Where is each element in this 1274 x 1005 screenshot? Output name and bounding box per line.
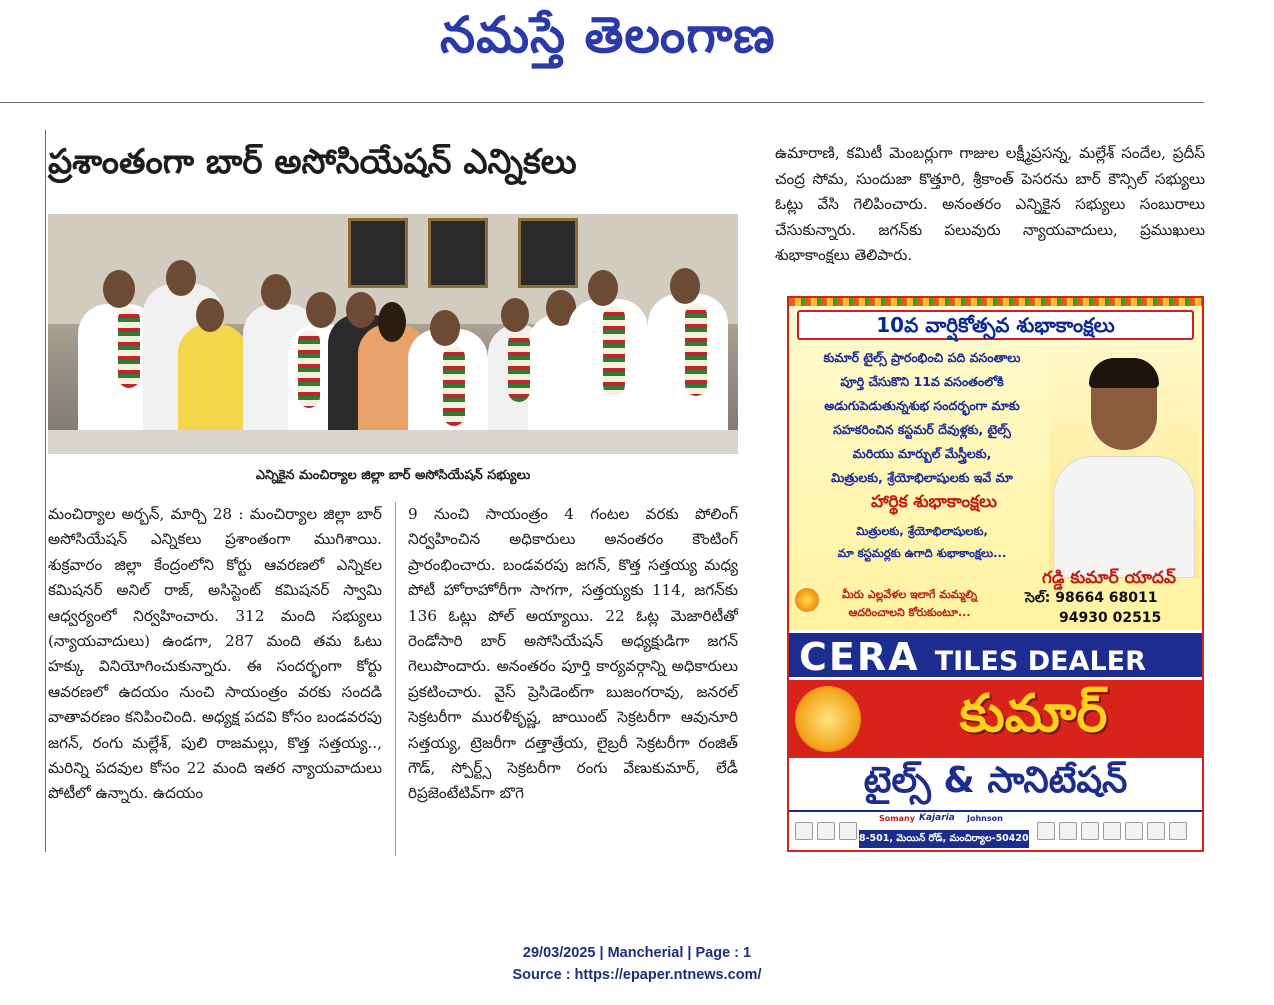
edition-info: 29/03/2025 | Mancherial | Page : 1 — [522, 945, 752, 961]
newspaper-title: నమస్తే తెలంగాణ — [440, 6, 776, 64]
tile-icon — [1103, 822, 1121, 840]
garland — [603, 306, 625, 396]
ad-wish — [797, 586, 1022, 622]
garland — [443, 346, 465, 426]
ad-wish-line: మీరు ఎల్లవేళల ఇలాగే మమ్మల్ని — [841, 588, 978, 601]
ad-phone-numbers — [1025, 588, 1201, 628]
tile-icon — [1169, 822, 1187, 840]
cera-brand: CERA — [799, 635, 920, 679]
ad-tiles-band — [789, 758, 1202, 812]
ad-shop-name: కుమార్ — [959, 684, 1108, 744]
tile-icon — [1125, 822, 1143, 840]
person-head — [103, 270, 135, 308]
basin-icon — [1059, 822, 1077, 840]
tile-icon — [1147, 822, 1165, 840]
advertisement — [787, 296, 1204, 852]
article-headline: ప్రశాంతంగా బార్ అసోసియేషన్ ఎన్నికలు — [48, 142, 577, 182]
photo-caption: ఎన్నికైన మంచిర్యాల జిల్లా బార్ అసోసియేషన్ సభ్యులు — [255, 468, 531, 483]
ad-owner-photo — [1049, 346, 1199, 578]
ad-message-line: మరియు మార్బుల్ మేస్త్రీలకు, — [852, 446, 992, 461]
person-head — [588, 270, 618, 306]
person-head — [430, 310, 460, 346]
ad-garland — [789, 298, 1202, 306]
ad-cera-text — [799, 635, 1146, 679]
tap-icon — [839, 822, 857, 840]
ad-small-line: మిత్రులకు, శ్రేయోభిలాషులకు, — [856, 524, 988, 538]
ad-message-line: సహకరించిన కస్టమర్ దేవుళ్లకు, టైల్స్ — [833, 422, 1011, 437]
page-footer — [0, 942, 1274, 986]
cera-dealer: TILES DEALER — [934, 646, 1146, 677]
sink-icon — [795, 822, 813, 840]
ad-phone-1: సెల్: 98664 68011 — [1025, 590, 1158, 606]
ad-message — [797, 346, 1047, 490]
source-link[interactable]: Source : https://epaper.ntnews.com/ — [512, 967, 762, 983]
ad-message-line: పూర్తి చేసుకొని 11వ వసంతంలోకి — [840, 374, 1004, 389]
ganesh-icon — [795, 686, 861, 752]
photo-table — [48, 430, 738, 454]
photo-frame — [348, 218, 408, 288]
ad-owner-name: గడ్డి కుమార్ యాదవ్ — [1041, 568, 1177, 588]
ad-wish-line: ఆదరించాలని కోరుకుంటూ... — [848, 606, 971, 619]
brand-logo: Johnson — [967, 814, 1003, 823]
person-head — [346, 292, 376, 328]
article-column-2: 9 నుంచి సాయంత్రం 4 గంటల వరకు పోలింగ్ నిర్వహించిన అధికారులు అనంతరం కౌంటింగ్ ప్రారంభించారు. బండవరపు జగన్, కొత్త సత్తయ్య మధ్య పోటీ హోరాహోరీగా సాగగా, సత్తయ్యకు 114, జగన్‌కు 136 ఓట్లు పోల్ అయ్యాయి. 22 ఓట్ల మెజారిటీతో రెండోసారి బార్ అసోసియేషన్ అధ్యక్షుడిగా జగన్ గెలుపొందారు. అనంతరం పూర్తి కార్యవర్గాన్ని అధికారులు ప్రకటించారు. వైస్ ప్రెసిడెంట్‌గా బుజంగరావు, జనరల్ సెక్రటరీగా మురళీకృష్ణ, జాయింట్ సెక్రటరీగా ఆవునూరి సత్తయ్య, ట్రెజరీగా దత్తాత్రేయ, లైబ్రరీ సెక్రటరీగా రంజిత్ గౌడ్, స్పోర్ట్స్ సెక్రటరీగా రంగు వేణుకుమార్, లేడీ రిప్రజెంటేటివ్‌గా బొగె — [408, 505, 738, 803]
ad-shop-band — [789, 680, 1202, 758]
ad-message-line: కుమార్ టైల్స్ ప్రారంభించి పది వసంతాలు — [823, 350, 1021, 365]
left-column-rule — [45, 130, 46, 852]
ad-phone-2: 94930 02515 — [1059, 610, 1162, 626]
photo-frame — [428, 218, 488, 288]
ad-cera-band — [789, 630, 1202, 680]
garland — [298, 330, 320, 408]
ad-small-message — [797, 520, 1047, 564]
photo-frame — [518, 218, 578, 288]
person-head — [196, 298, 224, 332]
owner-hair — [1089, 358, 1159, 388]
article-photo — [48, 214, 738, 454]
masthead-divider — [0, 102, 1204, 103]
person-head — [306, 292, 336, 328]
person-head — [378, 302, 406, 342]
tile-icon — [1081, 822, 1099, 840]
shower-icon — [1037, 822, 1055, 840]
ad-shop-subtitle: టైల్స్ & సానిటేషన్ — [863, 760, 1128, 801]
ad-small-line: మా కస్టమర్లకు ఉగాది శుభాకాంక్షలు... — [837, 546, 1007, 560]
person-head — [501, 298, 529, 332]
ad-address: 8-501, మెయిన్ రోడ్, మంచిర్యాల-504208 — [859, 830, 1029, 848]
ad-banner: 10వ వార్షికోత్సవ శుభాకాంక్షలు — [797, 310, 1194, 340]
person-head — [166, 260, 196, 296]
ad-message-line: మిత్రులకు, శ్రేయోభిలాషులకు ఇవే మా — [831, 470, 1013, 485]
article-column-1: మంచిర్యాల అర్బన్, మార్చి 28 : మంచిర్యాల జిల్లా బార్ అసోసియేషన్ ఎన్నికలు ప్రశాంతంగా ముగిశాయి. శుక్రవారం జిల్లా కేంద్రంలోని కోర్టు ఆవరణలో ఎన్నికల కమిషనర్ అనిల్ రాజ్, అసిస్టెంట్ కమిషనర్ స్వామి ఆధ్వర్యంలో నిర్వహించారు. 312 మంది సభ్యులు (న్యాయవాదులు) ఉండగా, 287 మంది తమ ఓటు హక్కు వినియోగించుకున్నారు. ఈ సందర్భంగా కోర్టు ఆవరణలో ఉదయం నుంచి సాయంత్రం వరకు సందడి వాతావరణం కనిపించింది. అధ్యక్ష పదవి కోసం బండవరపు జగన్, రంగు మల్లేశ్, పులి రాజమల్లు, కొత్త సత్తయ్య.., మరిన్ని పదవుల కోసం 22 మంది ఇతర న్యాయవాదులు పోటీలో ఉన్నారు. ఉదయం — [48, 505, 382, 803]
ad-greeting: హార్థిక శుభాకాంక్షలు — [871, 492, 997, 512]
ad-message-line: అడుగుపెడుతున్నశుభ సందర్భంగా మాకు — [824, 398, 1020, 413]
owner-shirt — [1053, 456, 1195, 578]
person-head — [670, 268, 700, 304]
garland — [508, 332, 530, 402]
brand-logo: Somany — [879, 814, 915, 823]
ad-footer — [789, 812, 1202, 852]
masthead — [0, 0, 1274, 80]
article-column-3: ఉమారాణి, కమిటీ మెంబర్లుగా గాజుల లక్ష్మీప్రసన్న, మల్లేశ్ సందేల, ప్రదీస్ చంద్ర సోమ, సుందుజా కొత్తూరి, శ్రీకాంత్ పెసరను బార్ కౌన్సిల్ సభ్యులు ఓట్లు వేసి గెలిపించారు. అనంతరం ఎన్నికైన సభ్యులు సంబురాలు చేసుకున్నారు. జగన్‌కు పలువురు న్యాయవాదులు, ప్రముఖులు శుభాకాంక్షలు తెలిపారు. — [775, 144, 1205, 265]
person-head — [261, 274, 291, 310]
column-divider — [395, 502, 396, 856]
garland — [685, 304, 707, 396]
garland — [118, 308, 140, 388]
toilet-icon — [817, 822, 835, 840]
brand-logo: Kajaria — [919, 813, 955, 823]
